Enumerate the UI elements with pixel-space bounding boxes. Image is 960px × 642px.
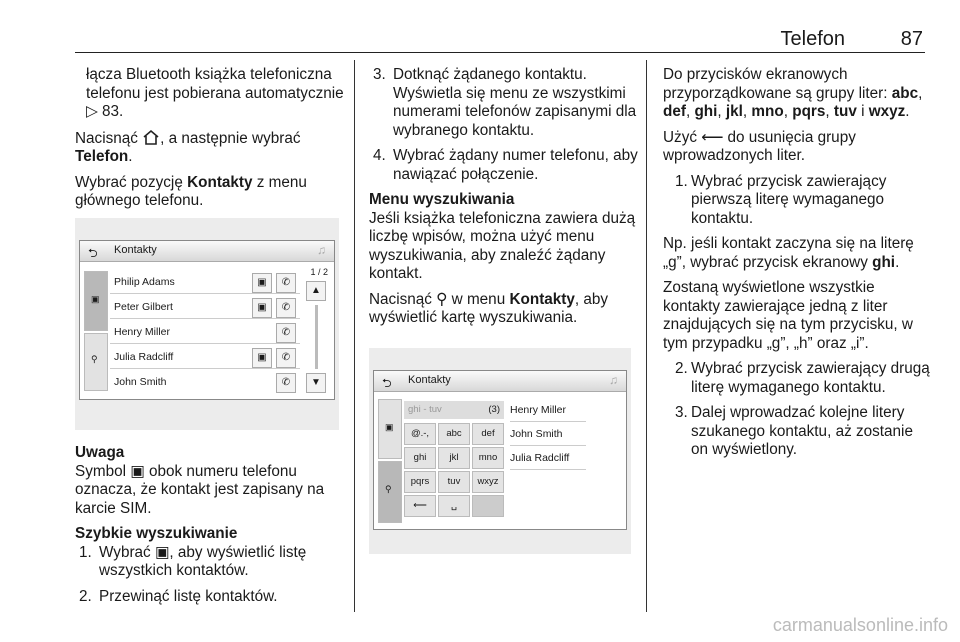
phone-icon: ✆ <box>276 273 296 293</box>
contact-row: Henry Miller ✆ <box>110 321 300 344</box>
search-tab <box>378 461 402 523</box>
step: 1. Wybrać przycisk zawierający pierwszą literę wymaganego kontaktu. <box>675 172 887 227</box>
contact-row: Julia Radcliff ▣ ✆ <box>110 346 300 369</box>
page-number: 87 <box>900 28 923 50</box>
contact-row: Philip Adams ▣ ✆ <box>110 271 300 294</box>
result-row: John Smith <box>510 423 586 446</box>
key-button: ghi <box>404 447 436 469</box>
back-icon: ⮌ <box>382 376 392 390</box>
section-title: Telefon <box>780 28 845 50</box>
search-screen <box>373 370 627 530</box>
backspace-icon: ⟵ <box>701 128 724 146</box>
screenshot-search <box>369 348 631 554</box>
search-icon: ⚲ <box>385 484 392 494</box>
contact-row: Peter Gilbert ▣ ✆ <box>110 296 300 319</box>
sim-icon: ▣ <box>252 298 272 318</box>
key-button: mno <box>472 447 504 469</box>
sim-icon: ▣ <box>252 348 272 368</box>
key-button: wxyz <box>472 471 504 493</box>
column-divider <box>646 60 647 612</box>
backspace-icon: ⟵ <box>404 495 436 517</box>
title-bar <box>80 241 334 262</box>
group-filter: ghi - tuv (3) <box>404 401 504 419</box>
contacts-screen <box>79 240 335 400</box>
column-3 <box>663 66 933 467</box>
key-button: tuv <box>438 471 470 493</box>
contacts-tab <box>84 271 108 331</box>
contacts-icon: ▣ <box>91 294 100 304</box>
paragraph: Np. jeśli kontakt zaczyna się na literę „g”, wybrać przycisk ekranowy ghi. <box>663 235 914 271</box>
paragraph: Jeśli książka telefoniczna zawiera dużą liczbę wpisów, można użyć menu wyszukiwania, aby znaleźć żądany kontakt. <box>369 209 636 282</box>
back-icon: ⮌ <box>88 246 98 260</box>
phone-icon: ✆ <box>276 298 296 318</box>
paragraph: Zostaną wyświetlone wszystkie kontakty zawierające jedną z liter znajdujących się na tym przycisku, w tym przypadku „g”, „h” oraz „i”. <box>663 279 913 352</box>
key-button: def <box>472 423 504 445</box>
step: 4. Wybrać żądany numer telefonu, aby nawiązać połączenie. <box>373 147 638 183</box>
scroll-up-icon: ▲ <box>306 281 326 301</box>
phone-icon: ✆ <box>276 323 296 343</box>
page-header <box>75 28 925 53</box>
phone-icon: ✆ <box>276 373 296 393</box>
contact-row: John Smith ✆ <box>110 371 300 393</box>
phone-icon: ✆ <box>276 348 296 368</box>
key-button: pqrs <box>404 471 436 493</box>
step: 1. Wybrać ▣, aby wyświetlić listę wszystkich kontaktów. <box>79 543 307 579</box>
search-tab <box>84 333 108 391</box>
search-icon: ⚲ <box>436 290 448 308</box>
note-title: Uwaga <box>75 444 125 461</box>
contacts-icon: ▣ <box>385 422 394 432</box>
column-2 <box>369 66 639 335</box>
section-heading: Menu wyszukiwania <box>369 191 515 208</box>
empty-key <box>472 495 504 517</box>
column-1 <box>75 66 347 218</box>
step: 3. Dalej wprowadzać kolejne litery szukanego kontaktu, aż zostanie on wyświetlony. <box>675 404 913 458</box>
column-divider <box>354 60 355 612</box>
arrow-ref-icon: ▷ <box>86 103 98 120</box>
paragraph: Nacisnąć ⚲ w menu Kontakty, aby wyświetlić kartę wyszukiwania. <box>369 290 609 326</box>
step: 2. Wybrać przycisk zawierający drugą literę wymaganego kontaktu. <box>675 360 930 396</box>
scrollbar <box>315 305 318 369</box>
watermark: carmanualsonline.info <box>772 615 948 635</box>
screen-title: Kontakty <box>408 374 451 386</box>
paragraph: Użyć ⟵ do usunięcia grupy wprowadzonych liter. <box>663 128 856 164</box>
screen-title: Kontakty <box>114 244 157 256</box>
section-heading: Szybkie wyszukiwanie <box>75 525 238 542</box>
music-icon: ♫ <box>609 373 618 387</box>
note-text: Symbol ▣ obok numeru telefonu oznacza, że kontakt jest zapisany na karcie SIM. <box>75 462 325 517</box>
result-row: Henry Miller <box>510 399 586 422</box>
sim-icon: ▣ <box>252 273 272 293</box>
paragraph: Wybrać pozycję Kontakty z menu głównego telefonu. <box>75 173 307 209</box>
key-button: abc <box>438 423 470 445</box>
contacts-icon: ▣ <box>154 543 170 561</box>
screenshot-contacts <box>75 218 339 430</box>
step: 2. Przewinąć listę kontaktów. <box>79 587 278 605</box>
paragraph: Do przycisków ekranowych przyporządkowane są grupy liter: abc, def, ghi, jkl, mno, pqrs, tuv i wxyz. <box>663 66 923 120</box>
page-indicator: 1 / 2 <box>310 267 328 277</box>
music-icon: ♫ <box>317 243 326 257</box>
contacts-tab <box>378 399 402 459</box>
home-icon <box>142 129 160 146</box>
step: 3. Dotknąć żądanego kontaktu. Wyświetla się menu ze wszystkimi numerami telefonów zapisanymi dla wybranego kontaktu. <box>373 66 637 139</box>
title-bar <box>374 371 626 392</box>
sim-icon: ▣ <box>130 462 145 480</box>
result-row: Julia Radcliff <box>510 447 586 470</box>
key-button: @.-, <box>404 423 436 445</box>
scroll-down-icon: ▼ <box>306 373 326 393</box>
search-icon: ⚲ <box>91 354 98 364</box>
space-icon: ␣ <box>438 495 470 517</box>
paragraph: łącza Bluetooth książka telefoniczna telefonu jest pobierana automatycznie ▷ 83. <box>86 66 344 120</box>
key-button: jkl <box>438 447 470 469</box>
paragraph: Nacisnąć , a następnie wybrać Telefon. <box>75 129 301 165</box>
column-1-lower <box>75 444 347 613</box>
